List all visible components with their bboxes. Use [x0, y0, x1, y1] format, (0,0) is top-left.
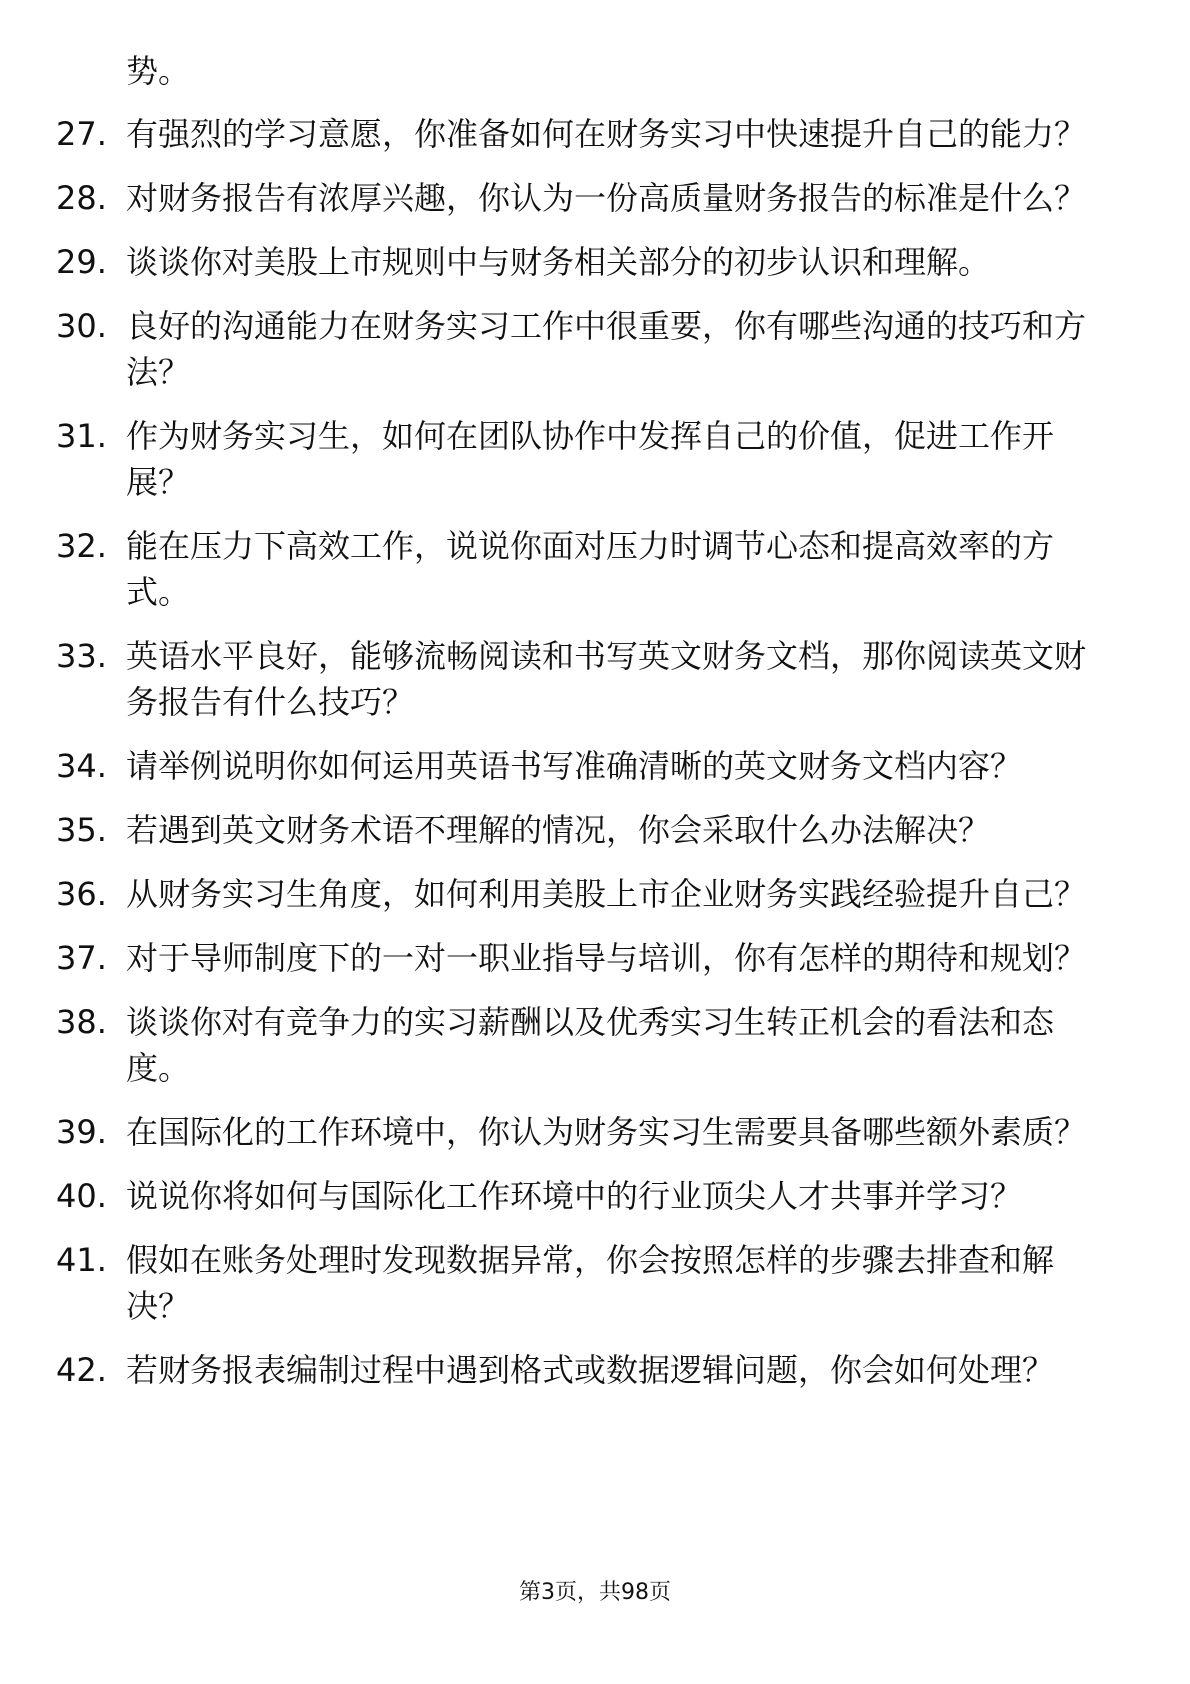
- question-item: [0, 239, 1190, 285]
- question-item: [0, 1109, 1190, 1155]
- continuation-text: 势。: [126, 52, 191, 90]
- question-item: [0, 303, 1190, 395]
- question-number: 38.: [56, 1003, 107, 1041]
- question-text: 谈谈你对美股上市规则中与财务相关部分的初步认识和理解。: [126, 243, 991, 281]
- question-text: 谈谈你对有竞争力的实习薪酬以及优秀实习生转正机会的看法和态度。: [126, 1003, 1055, 1087]
- question-number: 39.: [56, 1113, 107, 1151]
- question-number: 32.: [56, 527, 107, 565]
- question-item: [0, 999, 1190, 1091]
- question-number: 36.: [56, 875, 107, 913]
- question-number: 37.: [56, 939, 107, 977]
- question-text: 能在压力下高效工作，说说你面对压力时调节心态和提高效率的方式。: [126, 527, 1055, 611]
- question-text: 对于导师制度下的一对一职业指导与培训，你有怎样的期待和规划？: [126, 939, 1087, 977]
- question-text: 从财务实习生角度，如何利用美股上市企业财务实践经验提升自己？: [126, 875, 1087, 913]
- question-item: [0, 871, 1190, 917]
- question-number: 35.: [56, 811, 107, 849]
- question-text: 假如在账务处理时发现数据异常，你会按照怎样的步骤去排查和解决？: [126, 1241, 1055, 1325]
- question-text: 请举例说明你如何运用英语书写准确清晰的英文财务文档内容？: [126, 747, 1023, 785]
- question-item: [0, 1173, 1190, 1219]
- question-item: [0, 1237, 1190, 1329]
- question-text: 作为财务实习生，如何在团队协作中发挥自己的价值，促进工作开展？: [126, 417, 1055, 501]
- question-number: 40.: [56, 1177, 107, 1215]
- question-item: [0, 111, 1190, 157]
- question-item: [0, 1347, 1190, 1393]
- question-number: 41.: [56, 1241, 107, 1279]
- question-text: 良好的沟通能力在财务实习工作中很重要，你有哪些沟通的技巧和方法？: [126, 307, 1087, 391]
- question-text: 在国际化的工作环境中，你认为财务实习生需要具备哪些额外素质？: [126, 1113, 1087, 1151]
- question-number: 34.: [56, 747, 107, 785]
- question-text: 说说你将如何与国际化工作环境中的行业顶尖人才共事并学习？: [126, 1177, 1023, 1215]
- question-item: [0, 935, 1190, 981]
- question-number: 29.: [56, 243, 107, 281]
- question-text: 英语水平良好，能够流畅阅读和书写英文财务文档，那你阅读英文财务报告有什么技巧？: [126, 637, 1087, 721]
- question-item: [0, 523, 1190, 615]
- question-item: [0, 633, 1190, 725]
- question-list: [0, 111, 1190, 1411]
- question-text: 若财务报表编制过程中遇到格式或数据逻辑问题，你会如何处理？: [126, 1351, 1055, 1389]
- question-text: 若遇到英文财务术语不理解的情况，你会采取什么办法解决？: [126, 811, 991, 849]
- question-item: [0, 175, 1190, 221]
- question-item: [0, 807, 1190, 853]
- question-text: 有强烈的学习意愿，你准备如何在财务实习中快速提升自己的能力？: [126, 115, 1087, 153]
- question-number: 31.: [56, 417, 107, 455]
- question-number: 42.: [56, 1351, 107, 1389]
- question-text: 对财务报告有浓厚兴趣，你认为一份高质量财务报告的标准是什么？: [126, 179, 1087, 217]
- question-number: 28.: [56, 179, 107, 217]
- page-footer: 第3页，共98页: [519, 1580, 671, 1605]
- question-item: [0, 413, 1190, 505]
- question-number: 27.: [56, 115, 107, 153]
- question-number: 33.: [56, 637, 107, 675]
- question-number: 30.: [56, 307, 107, 345]
- question-item: [0, 743, 1190, 789]
